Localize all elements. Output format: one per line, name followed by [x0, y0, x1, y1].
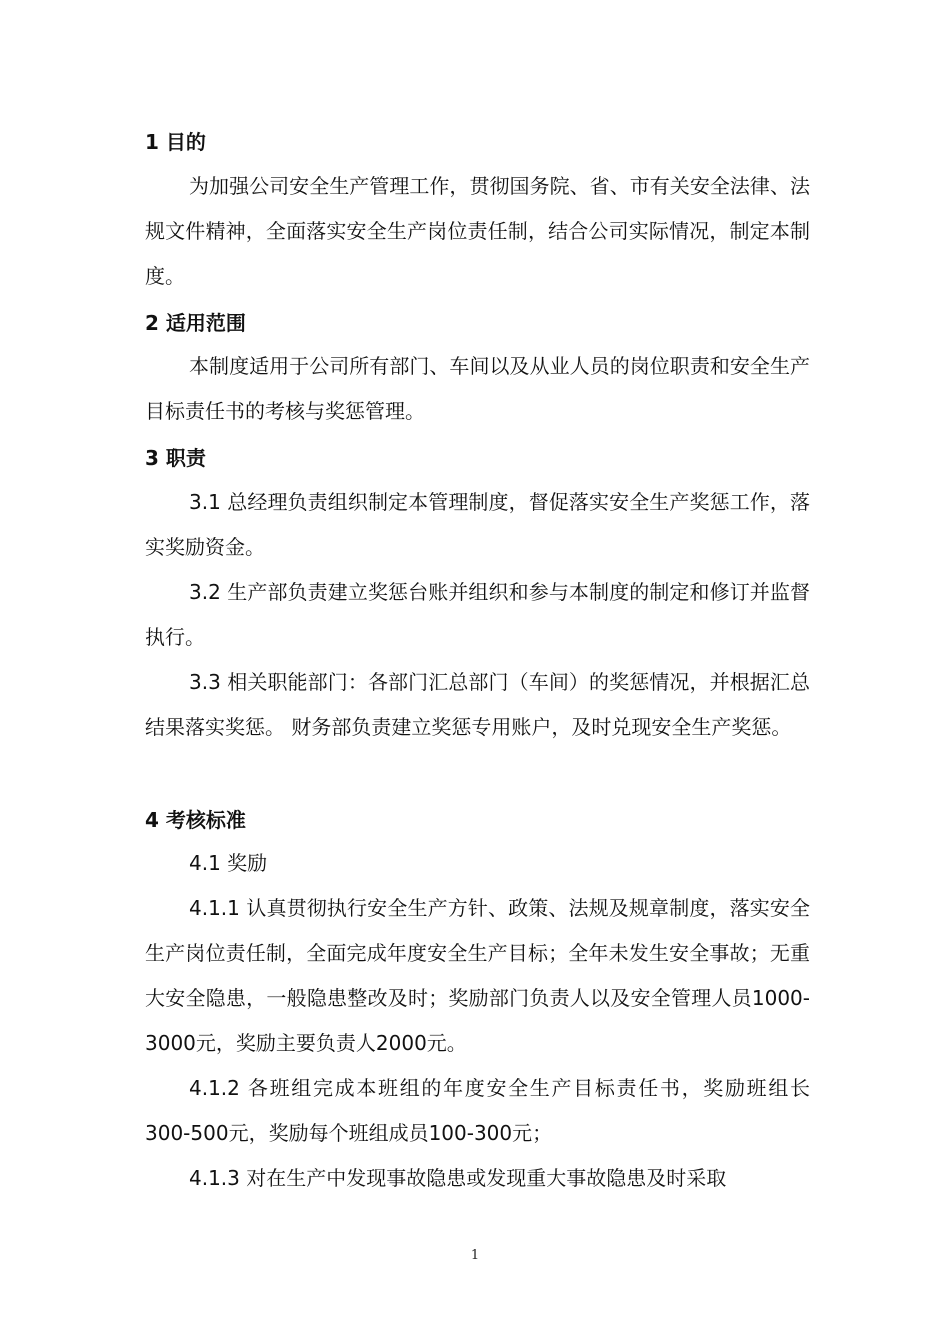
paragraph-duty-3-1: 3.1 总经理负责组织制定本管理制度，督促落实安全生产奖惩工作，落实奖励资金。: [145, 490, 810, 559]
section-heading-scope: 2 适用范围: [145, 311, 246, 335]
page-number: 1: [470, 1248, 480, 1263]
paragraph-reward-4-1-2: 4.1.2 各班组完成本班组的年度安全生产目标责任书，奖励班组长300-500元，奖励每个班组成员100-300元；: [145, 1076, 810, 1145]
paragraph-purpose: 为加强公司安全生产管理工作，贯彻国务院、省、市有关安全法律、法规文件精神，全面落实安全生产岗位责任制，结合公司实际情况，制定本制度。: [145, 174, 810, 288]
paragraph-scope: 本制度适用于公司所有部门、车间以及从业人员的岗位职责和安全生产目标责任书的考核与奖惩管理。: [145, 354, 810, 423]
section-heading-criteria: 4 考核标准: [145, 808, 246, 832]
paragraph-reward-4-1-3: 4.1.3 对在生产中发现事故隐患或发现重大事故隐患及时采取: [189, 1166, 727, 1190]
paragraph-duty-3-2: 3.2 生产部负责建立奖惩台账并组织和参与本制度的制定和修订并监督执行。: [145, 580, 810, 649]
paragraph-duty-3-3: 3.3 相关职能部门：各部门汇总部门（车间）的奖惩情况，并根据汇总结果落实奖惩。 财务部负责建立奖惩专用账户，及时兑现安全生产奖惩。: [145, 670, 810, 739]
paragraph-reward-title: 4.1 奖励: [189, 851, 268, 875]
section-heading-purpose: 1 目的: [145, 130, 206, 154]
paragraph-reward-4-1-1: 4.1.1 认真贯彻执行安全生产方针、政策、法规及规章制度，落实安全生产岗位责任制，全面完成年度安全生产目标；全年未发生安全事故；无重大安全隐患，一般隐患整改及时；奖励部门负责人以及安全管理人员1000-3000元，奖励主要负责人2000元。: [145, 896, 810, 1055]
section-heading-duties: 3 职责: [145, 446, 206, 470]
